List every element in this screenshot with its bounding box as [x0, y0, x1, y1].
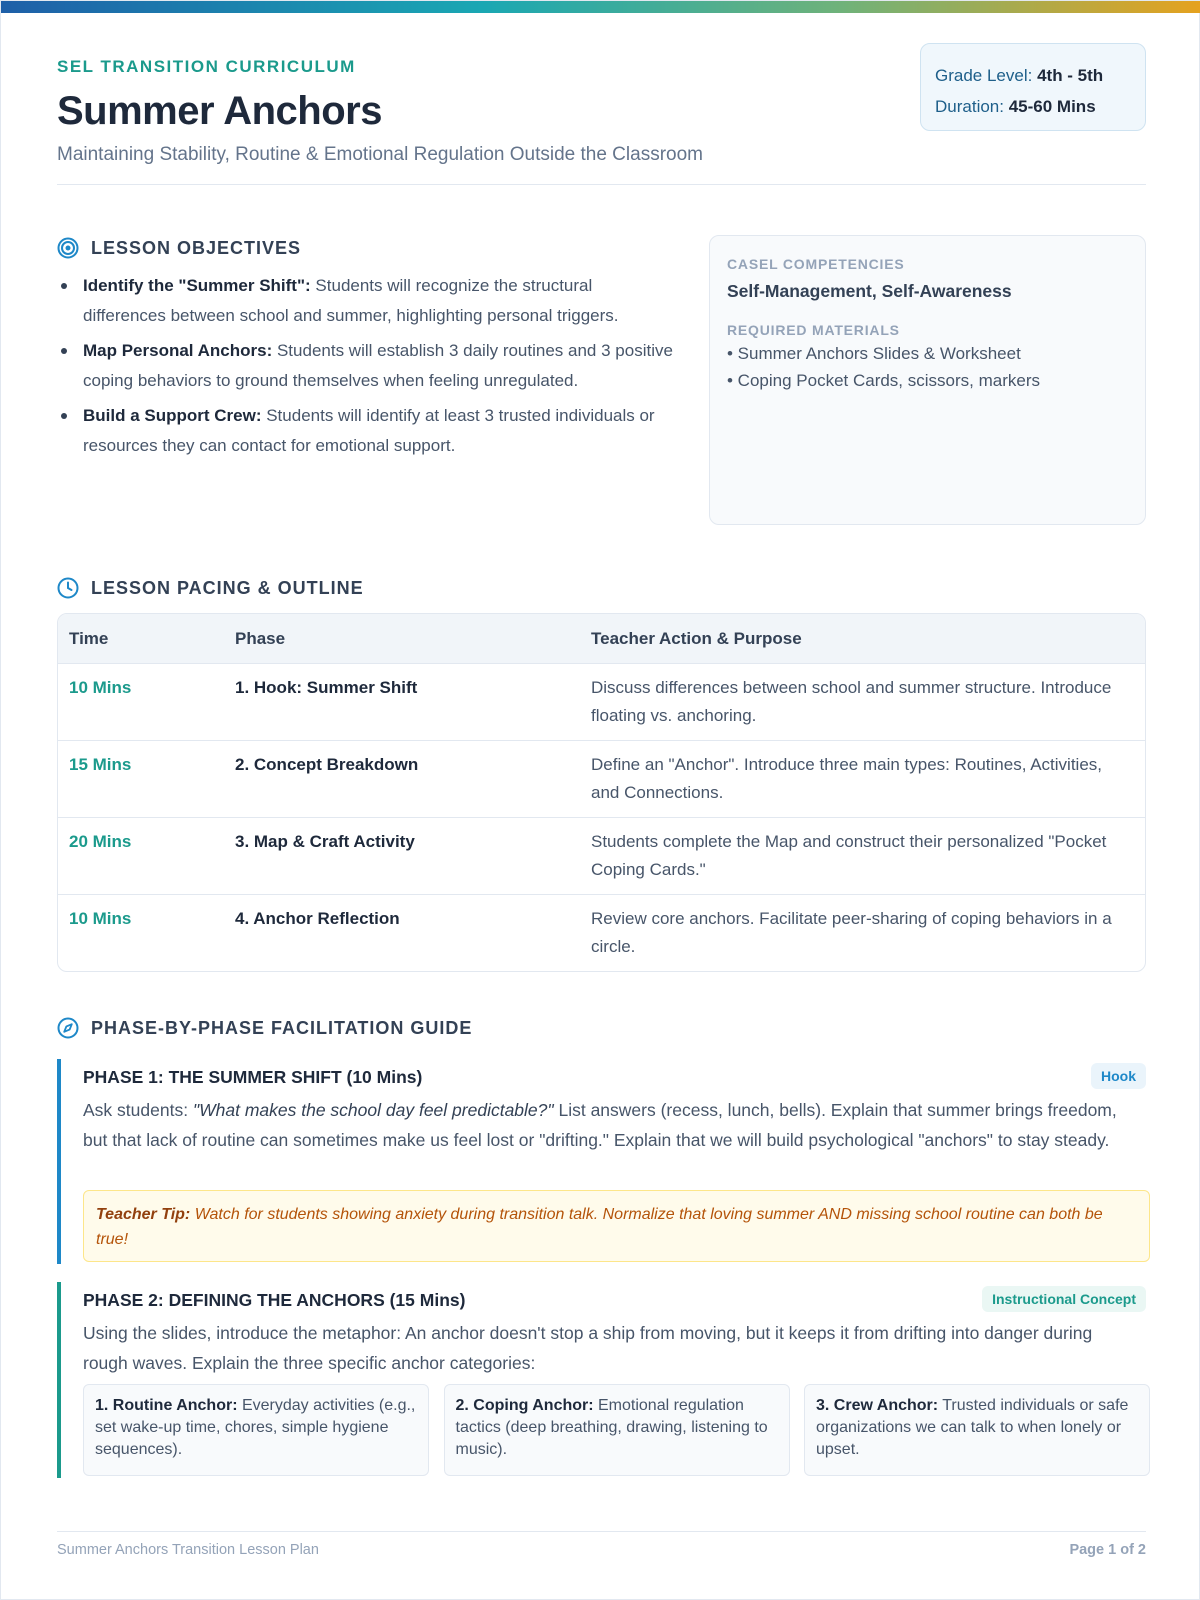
- material-item: • Summer Anchors Slides & Worksheet: [727, 344, 1021, 363]
- target-icon: [57, 237, 79, 259]
- page-header: [57, 1, 1146, 185]
- phase-2-text: Using the slides, introduce the metaphor: An anchor doesn't stop a ship from moving, but it keeps it from drifting into danger during rough waves. Explain the three specific anchor categories:: [83, 1323, 1093, 1373]
- phase-1-text: [83, 1095, 1123, 1155]
- anchor-text: Everyday activities (e.g., set wake-up time, chores, simple hygiene sequences).: [95, 1397, 416, 1458]
- grade-level-value: 4th - 5th: [1037, 66, 1104, 85]
- objective-label: Identify the "Summer Shift":: [83, 276, 311, 295]
- guide-heading: [57, 1017, 472, 1039]
- objective-text: Students will establish 3 daily routines and 3 positive coping behaviors to ground themselves when feeling unregulated.: [83, 341, 673, 390]
- crew-anchor-card: [804, 1384, 1150, 1476]
- row-action: Students complete the Map and construct their personalized "Pocket Coping Cards.": [591, 832, 1107, 879]
- duration-value: 45-60 Mins: [1008, 97, 1096, 116]
- objective-text: Students will recognize the structural differences between school and summer, highlighting personal triggers.: [83, 276, 619, 325]
- teacher-tip-label: Teacher Tip:: [96, 1206, 191, 1223]
- materials-label: REQUIRED MATERIALS: [727, 322, 900, 338]
- table-header-row: [58, 614, 1145, 663]
- competencies-card: [709, 235, 1146, 525]
- phase-2-block: [57, 1282, 1146, 1478]
- row-time: 10 Mins: [69, 678, 132, 697]
- row-time: 20 Mins: [69, 832, 132, 851]
- duration-row: [935, 91, 1131, 122]
- teacher-tip: [83, 1190, 1150, 1262]
- pacing-title: LESSON PACING & OUTLINE: [91, 577, 364, 598]
- clock-icon: [57, 577, 79, 599]
- phase-1-block: [57, 1059, 1146, 1264]
- objectives-heading: [57, 237, 301, 259]
- curriculum-eyebrow: SEL TRANSITION CURRICULUM: [57, 57, 356, 76]
- anchor-text: Trusted individuals or safe organizations we can talk to when lonely or upset.: [816, 1397, 1129, 1458]
- table-row: [58, 894, 1145, 971]
- column-header-action: Teacher Action & Purpose: [591, 628, 802, 648]
- row-phase: 1. Hook: Summer Shift: [235, 678, 418, 697]
- phase-2-title: PHASE 2: DEFINING THE ANCHORS (15 Mins): [83, 1290, 466, 1310]
- row-phase: 4. Anchor Reflection: [235, 909, 400, 928]
- anchor-label: 1. Routine Anchor:: [95, 1397, 238, 1414]
- page-subtitle: Maintaining Stability, Routine & Emotional Regulation Outside the Classroom: [57, 144, 703, 165]
- grade-level-label: Grade Level:: [935, 66, 1033, 85]
- objectives-title: LESSON OBJECTIVES: [91, 237, 302, 258]
- casel-value: Self-Management, Self-Awareness: [727, 281, 1012, 301]
- compass-icon: [57, 1017, 79, 1039]
- list-item: [57, 271, 677, 330]
- table-row: [58, 817, 1145, 894]
- material-item: • Coping Pocket Cards, scissors, markers: [727, 371, 1040, 390]
- grade-level-row: [935, 60, 1131, 91]
- row-time: 10 Mins: [69, 909, 132, 928]
- anchor-label: 3. Crew Anchor:: [816, 1397, 939, 1414]
- pacing-heading: [57, 577, 364, 599]
- anchor-cards: [83, 1384, 1150, 1476]
- coping-anchor-card: [444, 1384, 790, 1476]
- column-header-phase: Phase: [235, 628, 286, 648]
- footer-title: Summer Anchors Transition Lesson Plan: [57, 1542, 319, 1558]
- objective-text: Students will identify at least 3 trusted individuals or resources they can contact for emotional support.: [83, 406, 655, 455]
- list-item: [57, 401, 677, 460]
- row-phase: 2. Concept Breakdown: [235, 755, 419, 774]
- row-time: 15 Mins: [69, 755, 132, 774]
- objective-label: Map Personal Anchors:: [83, 341, 273, 360]
- anchor-text: Emotional regulation tactics (deep breathing, drawing, listening to music).: [455, 1397, 768, 1458]
- phase-1-lead: Ask students:: [83, 1100, 193, 1120]
- row-action: Discuss differences between school and summer structure. Introduce floating vs. anchoring.: [591, 678, 1112, 725]
- page-number: Page 1 of 2: [1069, 1542, 1146, 1558]
- anchor-label: 2. Coping Anchor:: [455, 1397, 594, 1414]
- duration-label: Duration:: [935, 97, 1004, 116]
- phase-1-quote: "What makes the school day feel predictable?": [192, 1100, 554, 1120]
- list-item: [57, 336, 677, 395]
- objective-label: Build a Support Crew:: [83, 406, 262, 425]
- pacing-table: [57, 613, 1146, 972]
- row-phase: 3. Map & Craft Activity: [235, 832, 415, 851]
- table-row: [58, 663, 1145, 740]
- phase-1-title: PHASE 1: THE SUMMER SHIFT (10 Mins): [83, 1067, 423, 1087]
- page-title: Summer Anchors: [57, 89, 382, 133]
- table-row: [58, 740, 1145, 817]
- page-footer: [57, 1531, 1146, 1558]
- instructional-concept-badge: Instructional Concept: [982, 1286, 1146, 1312]
- objectives-list: [57, 271, 677, 466]
- routine-anchor-card: [83, 1384, 429, 1476]
- teacher-tip-text: Watch for students showing anxiety during transition talk. Normalize that loving summer AND missing school routine can both be true!: [96, 1206, 1103, 1248]
- hook-badge: Hook: [1091, 1063, 1146, 1089]
- casel-label: CASEL COMPETENCIES: [727, 256, 905, 272]
- column-header-time: Time: [69, 628, 109, 648]
- row-action: Review core anchors. Facilitate peer-sharing of coping behaviors in a circle.: [591, 909, 1112, 956]
- row-action: Define an "Anchor". Introduce three main types: Routines, Activities, and Connections.: [591, 755, 1102, 802]
- meta-box: [920, 43, 1146, 131]
- phase-1-body: List answers (recess, lunch, bells). Explain that summer brings freedom, but that lack of routine can sometimes make us feel lost or "drifting." Explain that we will build psychological "anchors" to stay steady.: [83, 1100, 1117, 1150]
- guide-title: PHASE-BY-PHASE FACILITATION GUIDE: [91, 1017, 473, 1038]
